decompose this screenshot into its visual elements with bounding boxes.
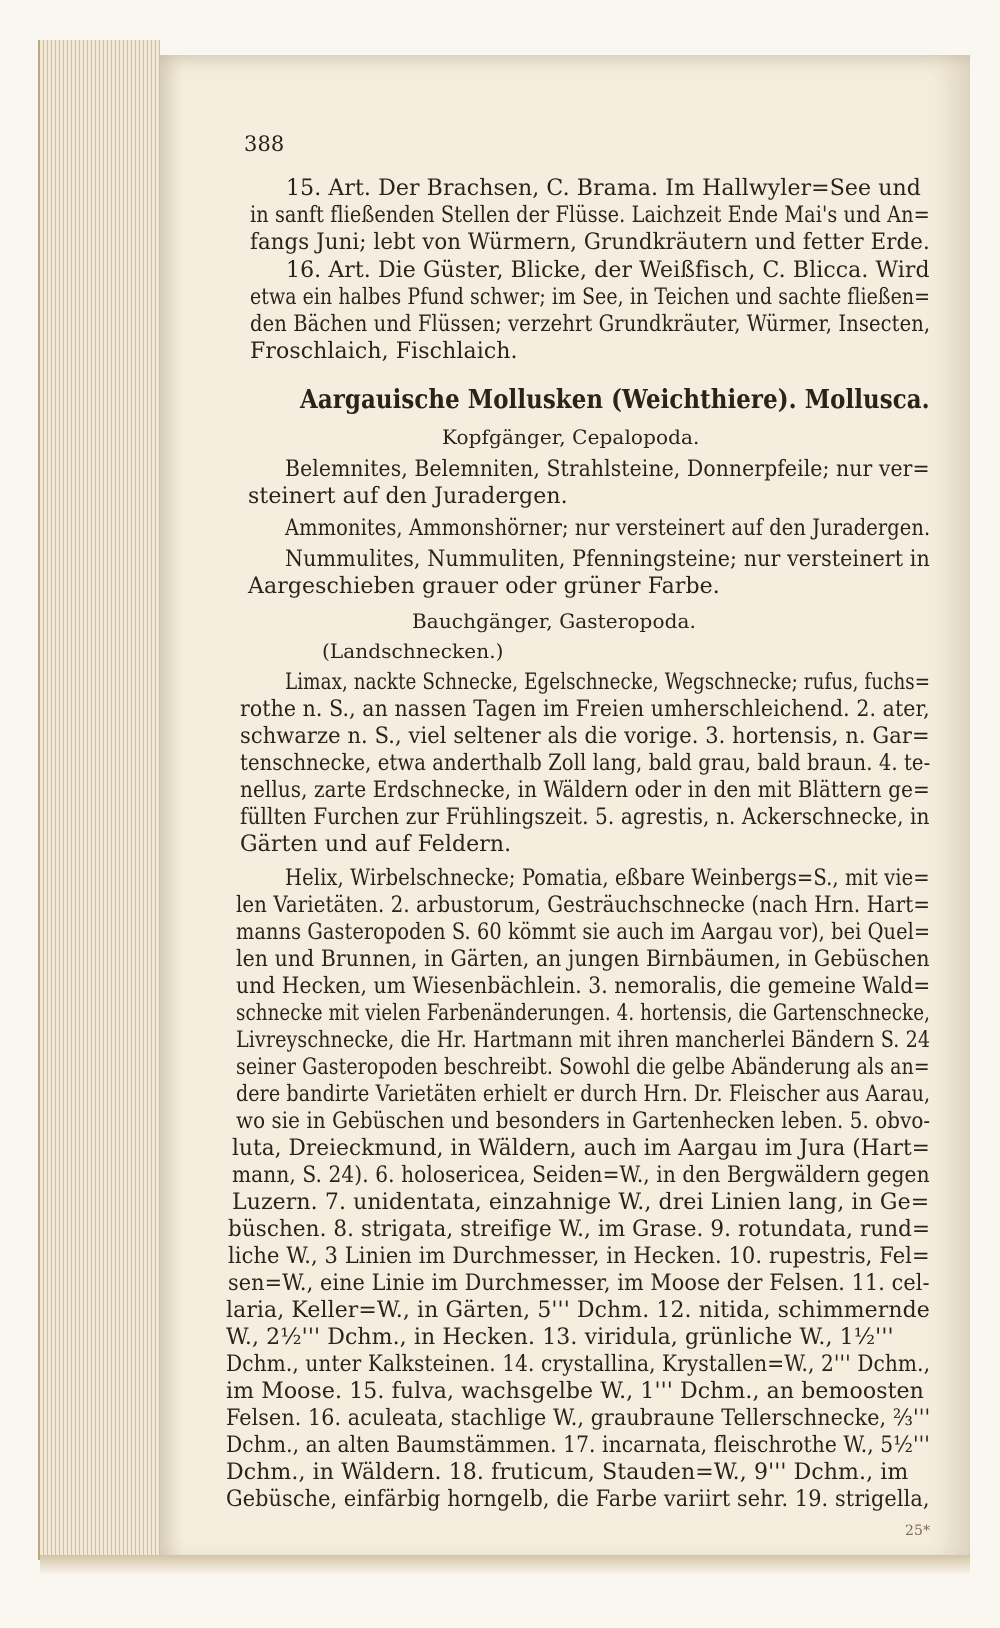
text-line: len Varietäten. 2. arbustorum, Gesträuchschnecke (nach Hrn. Hart=	[236, 893, 930, 918]
text-line: manns Gasteropoden S. 60 kömmt sie auch im Aargau vor), bei Quel=	[236, 920, 931, 945]
text-line: etwa ein halbes Pfund schwer; im See, in Teichen und sachte fließen=	[250, 285, 931, 310]
text-line: W., 2½''' Dchm., in Hecken. 13. viridula, grünliche W., 1½'''	[226, 1325, 894, 1350]
text-line: in sanft fließenden Stellen der Flüsse. Laichzeit Ende Mai's und An=	[250, 203, 930, 228]
subsection-heading: Kopfgänger, Cepalopoda.	[442, 425, 700, 449]
signature-mark: 25*	[905, 1523, 931, 1539]
text-line: Dchm., an alten Baumstämmen. 17. incarnata, fleischrothe W., 5½'''	[226, 1433, 930, 1458]
text-line: Gärten und auf Feldern.	[240, 832, 512, 857]
text-line: rothe n. S., an nassen Tagen im Freien umherschleichend. 2. ater,	[240, 697, 930, 722]
text-line: Dchm., in Wäldern. 18. fruticum, Stauden=W., 9''' Dchm., im	[226, 1460, 909, 1485]
text-line: Belemnites, Belemniten, Strahlsteine, Donnerpfeile; nur ver=	[285, 457, 930, 482]
text-line: Luzern. 7. unidentata, einzahnige W., drei Linien lang, in Ge=	[232, 1190, 930, 1215]
text-line: Felsen. 16. aculeata, stachlige W., graubraune Tellerschnecke, ⅔'''	[226, 1406, 931, 1431]
text-line: Froschlaich, Fischlaich.	[250, 339, 518, 364]
text-line: Dchm., unter Kalksteinen. 14. crystallina, Krystallen=W., 2''' Dchm.,	[226, 1352, 931, 1377]
text-line: tenschnecke, etwa anderthalb Zoll lang, bald grau, bald braun. 4. te-	[240, 751, 931, 776]
text-line: luta, Dreieckmund, in Wäldern, auch im Aargau im Jura (Hart=	[232, 1136, 930, 1161]
text-line: liche W., 3 Linien im Durchmesser, in Hecken. 10. rupestris, Fel=	[228, 1244, 930, 1269]
subsection-heading: Bauchgänger, Gasteropoda.	[412, 609, 696, 633]
text-line: sen=W., eine Linie im Durchmesser, im Moose der Felsen. 11. cel-	[228, 1271, 930, 1296]
text-line: 15. Art. Der Brachsen, C. Brama. Im Hallwyler=See und	[286, 176, 921, 201]
text-line: seiner Gasteropoden beschreibt. Sowohl die gelbe Abänderung als an=	[236, 1055, 930, 1080]
text-line: Gebüsche, einfärbig horngelb, die Farbe variirt sehr. 19. strigella,	[226, 1487, 930, 1512]
text-line: schwarze n. S., viel seltener als die vorige. 3. hortensis, n. Gar=	[240, 724, 930, 749]
text-line: Aargeschieben grauer oder grüner Farbe.	[248, 574, 720, 599]
text-line: Limax, nackte Schnecke, Egelschnecke, Wegschnecke; rufus, fuchs=	[285, 670, 931, 695]
text-line: len und Brunnen, in Gärten, an jungen Birnbäumen, in Gebüschen	[236, 947, 930, 972]
text-line: laria, Keller=W., in Gärten, 5''' Dchm. 12. nitida, schimmernde	[226, 1298, 930, 1323]
text-line: Ammonites, Ammonshörner; nur versteinert auf den Juradergen.	[285, 516, 931, 541]
text-line: 16. Art. Die Güster, Blicke, der Weißfisch, C. Blicca. Wird	[286, 258, 930, 283]
text-line: fangs Juni; lebt von Würmern, Grundkräutern und fetter Erde.	[250, 230, 930, 255]
text-line: büschen. 8. strigata, streifige W., im Grase. 9. rotundata, rund=	[228, 1217, 931, 1242]
text-line: nellus, zarte Erdschnecke, in Wäldern oder in den mit Blättern ge=	[240, 778, 930, 803]
text-line: Livreyschnecke, die Hr. Hartmann mit ihren mancherlei Bändern S. 24	[236, 1028, 931, 1053]
text-line: Nummulites, Nummuliten, Pfenningsteine; nur versteinert in	[285, 547, 930, 572]
text-line: Helix, Wirbelschnecke; Pomatia, eßbare Weinbergs=S., mit vie=	[285, 866, 930, 891]
page-number: 388	[244, 132, 285, 156]
text-line: dere bandirte Varietäten erhielt er durch Hrn. Dr. Fleischer aus Aarau,	[236, 1082, 931, 1107]
text-line: steinert auf den Juradergen.	[248, 484, 568, 509]
text-line: wo sie in Gebüschen und besonders in Gartenhecken leben. 5. obvo-	[236, 1109, 931, 1134]
subsection-subheading: (Landschnecken.)	[322, 639, 504, 663]
text-line: schnecke mit vielen Farbenänderungen. 4. hortensis, die Gartenschnecke,	[236, 1001, 930, 1026]
text-line: den Bächen und Flüssen; verzehrt Grundkräuter, Würmer, Insecten,	[250, 312, 931, 337]
text-line: im Moose. 15. fulva, wachsgelbe W., 1''' Dchm., an bemoosten	[226, 1379, 924, 1404]
text-line: mann, S. 24). 6. holosericea, Seiden=W., in den Bergwäldern gegen	[232, 1163, 930, 1188]
text-line: und Hecken, um Wiesenbächlein. 3. nemoralis, die gemeine Wald=	[236, 974, 931, 999]
section-heading: Aargauische Mollusken (Weichthiere). Mollusca.	[300, 385, 930, 415]
text-line: füllten Furchen zur Frühlingszeit. 5. agrestis, n. Ackerschnecke, in	[240, 805, 930, 830]
